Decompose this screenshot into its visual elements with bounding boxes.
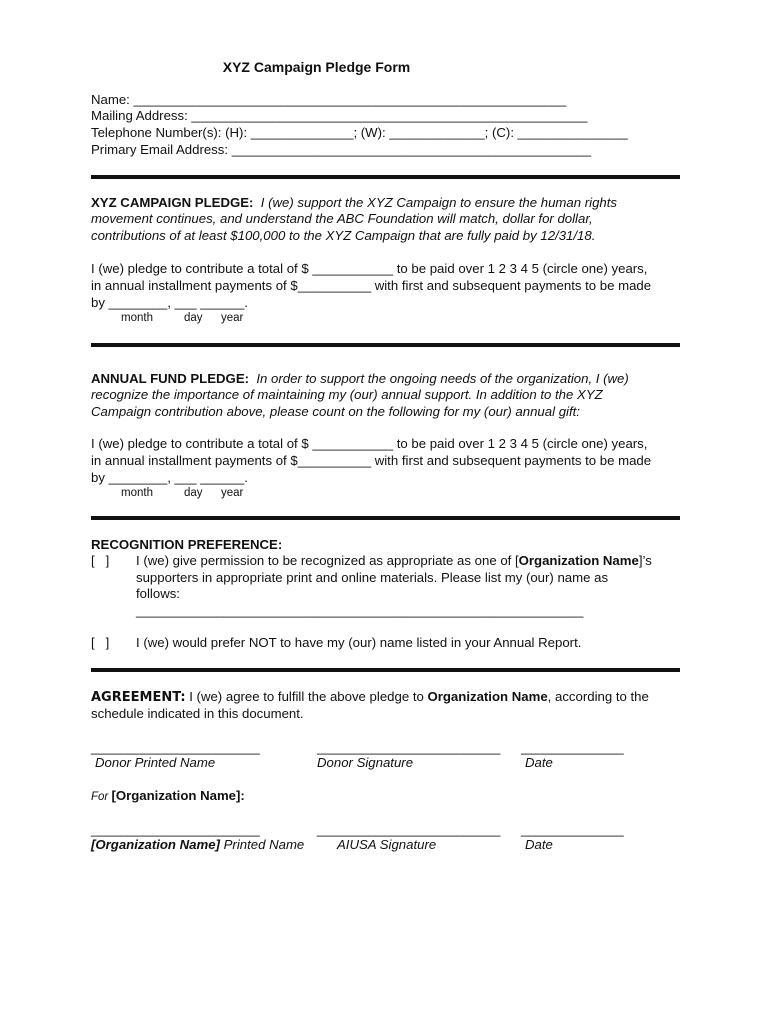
section-divider	[91, 343, 680, 347]
campaign-pledge-text-3: contributions of at least $100,000 to the XYZ Campaign that are fully paid by 12/31/18.	[91, 228, 596, 243]
org-printed-name-label: [Organization Name] Printed Name	[91, 837, 305, 852]
campaign-start-date[interactable]: by ________, ___ ______.	[91, 295, 248, 310]
org-printed-name-field[interactable]: _______________________	[91, 822, 260, 837]
agreement-text-2: schedule indicated in this document.	[91, 706, 304, 721]
agreement-text: AGREEMENT: I (we) agree to fulfill the above pledge to Organization Name, according to the	[91, 689, 649, 705]
section-divider	[91, 668, 680, 672]
annual-installment[interactable]: in annual installment payments of $__________ with first and subsequent payments to be made	[91, 453, 652, 468]
annual-fund-text-2: recognize the importance of maintaining my (our) annual support. In addition to the XYZ	[91, 387, 603, 402]
annual-start-date[interactable]: by ________, ___ ______.	[91, 470, 248, 485]
annual-fund-text: In order to support the ongoing needs of the organization, I (we)	[249, 371, 629, 386]
aiusa-signature-label: AIUSA Signature	[337, 837, 437, 852]
day-label: day	[184, 487, 203, 499]
month-label: month	[121, 312, 153, 324]
agreement-heading: AGREEMENT:	[91, 690, 186, 705]
email-field[interactable]: Primary Email Address: _________________________________________________	[91, 142, 592, 157]
annual-fund-text-3: Campaign contribution above, please count on the following for my (our) annual gift:	[91, 404, 580, 419]
annual-fund-heading: ANNUAL FUND PLEDGE:	[91, 371, 250, 386]
for-org-label: For [Organization Name]:	[91, 788, 245, 803]
annual-pledge-amount[interactable]: I (we) pledge to contribute a total of $ ___________ to be paid over 1 2 3 4 5 (circle one) years,	[91, 436, 648, 451]
form-title: XYZ Campaign Pledge Form	[222, 59, 411, 75]
month-label: month	[121, 487, 153, 499]
section-divider	[91, 516, 680, 520]
recognition-name-field[interactable]: _____________________________________________________________	[136, 603, 584, 618]
campaign-pledge-intro	[91, 195, 617, 211]
org-name-placeholder: Organization Name	[427, 689, 548, 704]
telephone-field[interactable]: Telephone Number(s): (H): ______________; (W): _____________; (C): _______________	[91, 125, 628, 140]
org-name-placeholder: [Organization Name]:	[111, 788, 245, 803]
section-divider	[91, 175, 680, 179]
recognition-permit-text-2: supporters in appropriate print and online materials. Please list my (our) name as	[136, 570, 609, 585]
recognition-permit-text: I (we) give permission to be recognized as appropriate as one of [Organization Name]’s	[136, 553, 652, 568]
campaign-pledge-text-2: movement continues, and understand the ABC Foundation will match, dollar for dollar,	[91, 211, 593, 226]
campaign-installment[interactable]: in annual installment payments of $__________ with first and subsequent payments to be made	[91, 278, 652, 293]
campaign-pledge-amount[interactable]: I (we) pledge to contribute a total of $ ___________ to be paid over 1 2 3 4 5 (circle one) years,	[91, 261, 648, 276]
year-label: year	[221, 487, 244, 499]
donor-date-field[interactable]: ______________	[521, 740, 624, 755]
org-date-label: Date	[525, 837, 553, 852]
donor-signature-field[interactable]: _________________________	[317, 740, 501, 755]
org-date-field[interactable]: ______________	[521, 822, 624, 837]
org-name-placeholder: [Organization Name]	[91, 837, 220, 852]
recognition-checkbox-permit[interactable]: [ ]	[91, 553, 110, 568]
name-field[interactable]: Name: ___________________________________________________________	[91, 92, 567, 107]
year-label: year	[221, 312, 244, 324]
donor-date-label: Date	[525, 755, 553, 770]
recognition-decline-text: I (we) would prefer NOT to have my (our) name listed in your Annual Report.	[136, 635, 582, 650]
donor-signature-label: Donor Signature	[317, 755, 414, 770]
mailing-address-field[interactable]: Mailing Address: ______________________________________________________	[91, 108, 588, 123]
campaign-pledge-heading: XYZ CAMPAIGN PLEDGE:	[91, 195, 254, 210]
recognition-heading: RECOGNITION PREFERENCE:	[91, 537, 283, 552]
annual-fund-intro	[91, 371, 629, 387]
org-name-placeholder: Organization Name	[518, 553, 639, 568]
recognition-checkbox-decline[interactable]: [ ]	[91, 635, 110, 650]
donor-printed-name-label: Donor Printed Name	[95, 755, 216, 770]
day-label: day	[184, 312, 203, 324]
campaign-pledge-text: I (we) support the XYZ Campaign to ensure the human rights	[253, 195, 617, 210]
aiusa-signature-field[interactable]: _________________________	[317, 822, 501, 837]
recognition-permit-text-3: follows:	[136, 586, 180, 601]
donor-printed-name-field[interactable]: _______________________	[91, 740, 260, 755]
